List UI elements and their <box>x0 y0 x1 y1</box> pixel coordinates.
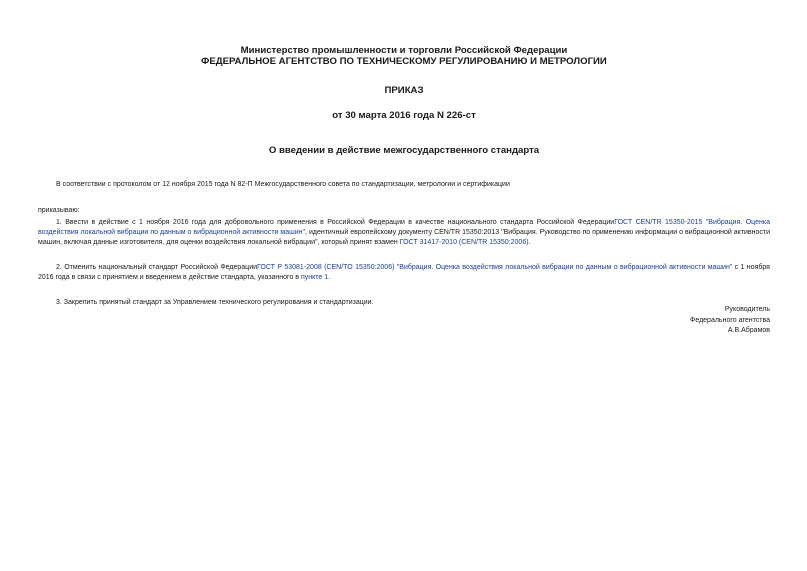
intro-paragraph: В соответствии с протоколом от 12 ноября 2015 года N 82-П Межгосударственного совета по стандартизации, метрологии и сертификации <box>56 181 510 188</box>
order-item-3: 3. Закрепить принятый стандарт за Управлением технического регулирования и стандартизации. <box>56 299 374 306</box>
gost-31417-2010-link[interactable]: ГОСТ 31417-2010 (CEN/TR 15350:2006) <box>399 239 529 246</box>
ministry-name: Министерство промышленности и торговли Российской Федерации <box>240 45 568 56</box>
item-1-text-c: . <box>528 239 531 246</box>
signatory-name: А.В.Абрамов <box>727 327 770 334</box>
signature-block <box>690 305 770 337</box>
item-1-text-b: , идентичный европейскому документу CEN/TR 15350:2013 "Вибрация. Руководство по применению информации о вибрационной активности машин, включая данные изготовителя, для оценки воздействия локальной вибрации", который принят взамен <box>38 229 770 246</box>
order-word: приказываю: <box>38 207 80 214</box>
signatory-position: Руководитель <box>724 306 770 313</box>
signatory-organization: Федерального агентства <box>690 316 770 324</box>
gost-r-53081-2008-link[interactable]: ГОСТ Р 53081-2008 (CEN/TO 15350:2006) "Вибрация. Оценка воздействия локальной вибрации по данным о вибрационной активности машин" <box>257 264 733 271</box>
item-1-text-a: 1. Ввести в действие с 1 ноября 2016 года для добровольного применения в Российской Федерации в качестве национального стандарта Российской Федерации <box>56 219 615 226</box>
item-2-text-a: 2. Отменить национальный стандарт Российской Федерации <box>56 264 258 271</box>
order-title: ПРИКАЗ <box>384 85 424 96</box>
gost-cen-tr-15350-2015-link[interactable]: ГОСТ CEN/TR 15350-2015 "Вибрация. Оценка воздействия локальной вибрации по данным о вибрационной активности машин" <box>38 219 770 236</box>
document-header <box>38 45 770 67</box>
order-date: от 30 марта 2016 года N 226-ст <box>332 110 476 121</box>
order-item-1 <box>38 218 770 248</box>
item-2-text-c: . <box>328 274 331 281</box>
item-1-reference-link[interactable]: пункте 1 <box>300 274 329 281</box>
agency-name: ФЕДЕРАЛЬНОЕ АГЕНТСТВО ПО ТЕХНИЧЕСКОМУ РЕГУЛИРОВАНИЮ И МЕТРОЛОГИИ <box>201 56 607 67</box>
order-item-2 <box>38 263 770 283</box>
order-subject: О введении в действие межгосударственного стандарта <box>268 145 540 156</box>
item-2-text-b: с 1 ноября 2016 года в связи с принятием и введением в действие стандарта, указанного в <box>38 264 770 281</box>
